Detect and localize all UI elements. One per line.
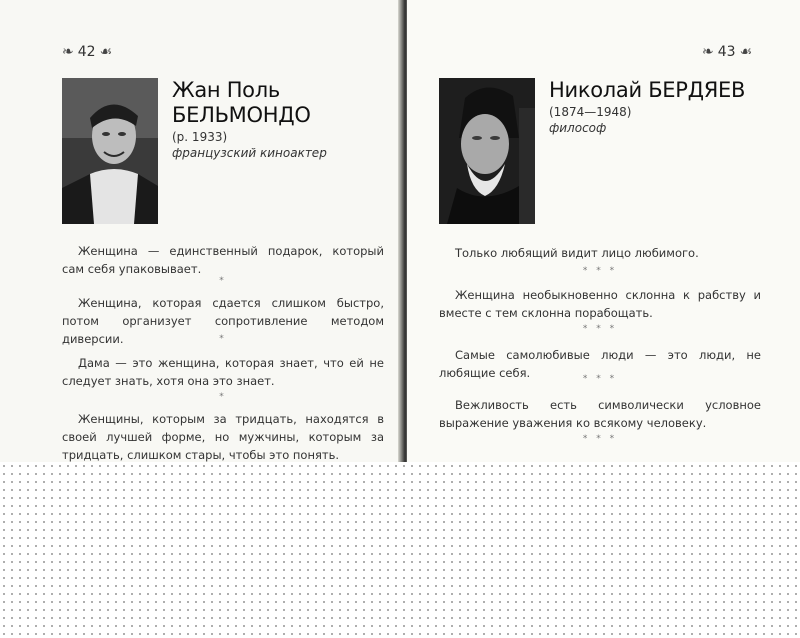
portrait-berdyaev [439, 78, 535, 224]
quote-text: Женщина необыкновенно склонна к рабству и вместе с тем склонна порабощать. [439, 288, 761, 320]
curl-ornament-icon: ☙ [739, 44, 753, 60]
right-page [407, 0, 800, 462]
person-dates: (1874—1948) [549, 105, 632, 119]
quote-separator: * * * [582, 434, 618, 444]
person-occupation: философ [549, 121, 607, 135]
curl-ornament-icon: ❧ [62, 44, 74, 60]
person-last-name: БЕЛЬМОНДО [172, 103, 311, 127]
person-name [549, 78, 789, 103]
quote-separator: * [219, 276, 227, 286]
person-first-name: Николай [549, 78, 642, 102]
quote-text: Вежливость есть символически условное выражение уважения ко всякому человеку. [439, 398, 761, 430]
person-first-name: Жан Поль [172, 78, 280, 102]
person-name [172, 78, 382, 128]
right-page-number-block [702, 44, 752, 60]
quote-separator: * * * [582, 266, 618, 276]
quote-text: Женщина — единственный подарок, который сам себя упаковывает. [62, 244, 384, 276]
left-page-number-block [62, 44, 112, 60]
quote-separator: * [219, 392, 227, 402]
person-dates: (р. 1933) [172, 130, 228, 144]
quote-separator: * * * [582, 324, 618, 334]
left-page [0, 0, 400, 462]
quote-separator: * * * [582, 374, 618, 384]
quote-text: Дама — это женщина, которая знает, что ей не следует знать, хотя она это знает. [62, 356, 384, 388]
curl-ornament-icon: ☙ [99, 44, 113, 60]
quote-text: Женщина, которая сдается слишком быстро, потом организует сопротивление методом диверсии. [62, 296, 384, 346]
quote-text: Только любящий видит лицо любимого. [455, 246, 699, 260]
dot-pattern-area [0, 462, 800, 638]
curl-ornament-icon: ❧ [702, 44, 714, 60]
portrait-belmondo [62, 78, 158, 224]
quote-text: Самые самолюбивые люди — это люди, не любящие себя. [439, 348, 761, 380]
person-last-name: БЕРДЯЕВ [648, 78, 746, 102]
right-page-number: 43 [717, 44, 736, 60]
quote-text: Женщины, которым за тридцать, находятся в своей лучшей форме, но мужчины, которым за тридцать, слишком стары, чтобы это понять. [62, 412, 384, 462]
quote-separator: * [219, 334, 227, 344]
left-page-number: 42 [77, 44, 96, 60]
person-occupation: французский киноактер [172, 146, 327, 160]
